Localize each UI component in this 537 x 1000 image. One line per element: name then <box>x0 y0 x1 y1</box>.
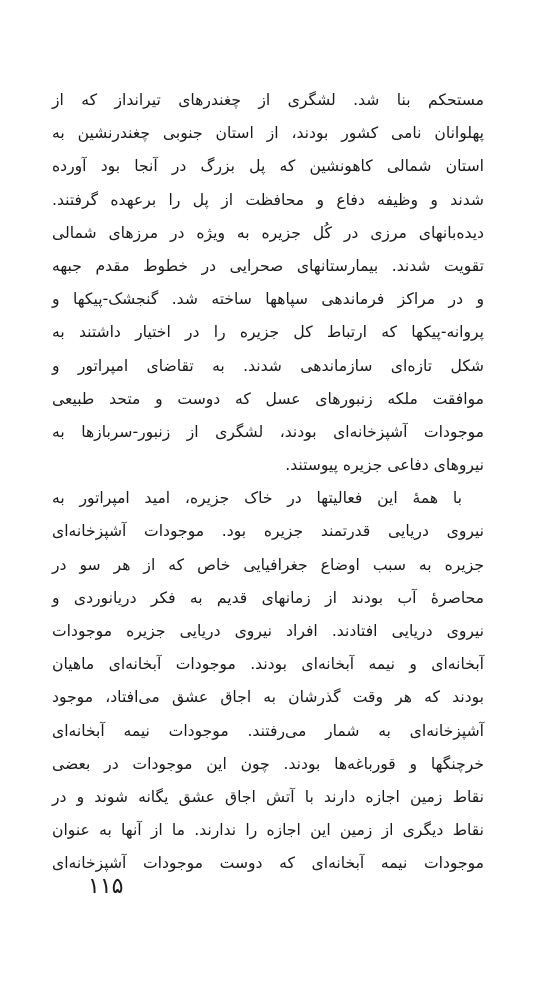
page-number: ۱۱۵ <box>88 874 124 899</box>
text-line: پروانه-پیکها که ارتباط کل جزیره را در اختیار داشتند به <box>52 323 484 342</box>
text-line: موجودات نیمه آبخانه‌ای که دوست موجودات آشپزخانه‌ای <box>52 854 484 873</box>
text-line: جزیره به سبب اوضاع جغرافیایی خاص که از هر سو در <box>52 555 484 574</box>
text-line: موجودات آشپزخانه‌ای بودند، لشگری از زنبور-سربازها به <box>52 422 484 441</box>
text-line: خرچنگها و قورباغه‌ها بودند. چون این موجودات در بعضی <box>52 754 484 773</box>
text-line: دیده‌بانهای مرزی در کُل جزیره به ویژه در مرزهای شمالی <box>52 223 484 242</box>
text-line: شدند و وظیفه دفاع و محافظت از پل را برعهده گرفتند. <box>52 190 484 209</box>
text-line: آبخانه‌ای و نیمه آبخانه‌ای بودند. موجودات آبخانه‌ای ماهیان <box>52 655 484 674</box>
text-line: نیروهای دفاعی جزیره پیوستند. <box>285 456 484 475</box>
text-line: و در مراکز فرماندهی سپاهها ساخته شد. گنجشک-پیکها و <box>52 290 484 309</box>
text-line: نیروی دریایی افتادند. افراد نیروی دریایی جزیره موجودات <box>52 622 484 640</box>
text-line: نیروی دریایی قدرتمند جزیره بود. موجودات آشپزخانه‌ای <box>52 522 484 541</box>
book-page <box>52 84 484 881</box>
text-line: بودند که هر وقت گذرشان به اجاق عشق می‌افتاد، موجود <box>52 688 484 707</box>
text-line: شکل تازه‌ای سازماندهی شدند. به تقاضای امپراتور و <box>52 356 484 375</box>
text-line: پهلوانان نامی کشور بودند، از استان جنوبی چغندرنشین به <box>52 124 484 143</box>
text-line: تقویت شدند. بیمارستانهای صحرایی در خطوط مقدم جبهه <box>52 256 484 275</box>
body-text <box>52 84 484 881</box>
text-line: محاصرهٔ آب بودند از زمانهای قدیم به فکر دریانوردی و <box>52 588 484 607</box>
text-line: نقاط زمین اجازه دارند با آتش اجاق عشق یگانه شوند و در <box>52 787 484 806</box>
text-line: آشپزخانه‌ای به شمار می‌رفتند. موجودات نیمه آبخانه‌ای <box>52 721 484 740</box>
text-line: نقاط دیگری از زمین این اجازه را ندارند. ما از آنها به عنوان <box>52 821 484 840</box>
text-line: با همهٔ این فعالیتها در خاک جزیره، امید امپراتور به <box>52 489 462 508</box>
text-line: استان شمالی کاهونشین که پل بزرگ در آنجا بود آورده <box>52 157 484 176</box>
text-line: موافقت ملکه زنبورهای عسل که دوست و متحد طبیعی <box>52 389 484 408</box>
paragraph <box>52 84 484 482</box>
text-line: مستحکم بنا شد. لشگری از چغندرهای تیرانداز که از <box>52 91 484 109</box>
paragraph <box>52 482 484 880</box>
